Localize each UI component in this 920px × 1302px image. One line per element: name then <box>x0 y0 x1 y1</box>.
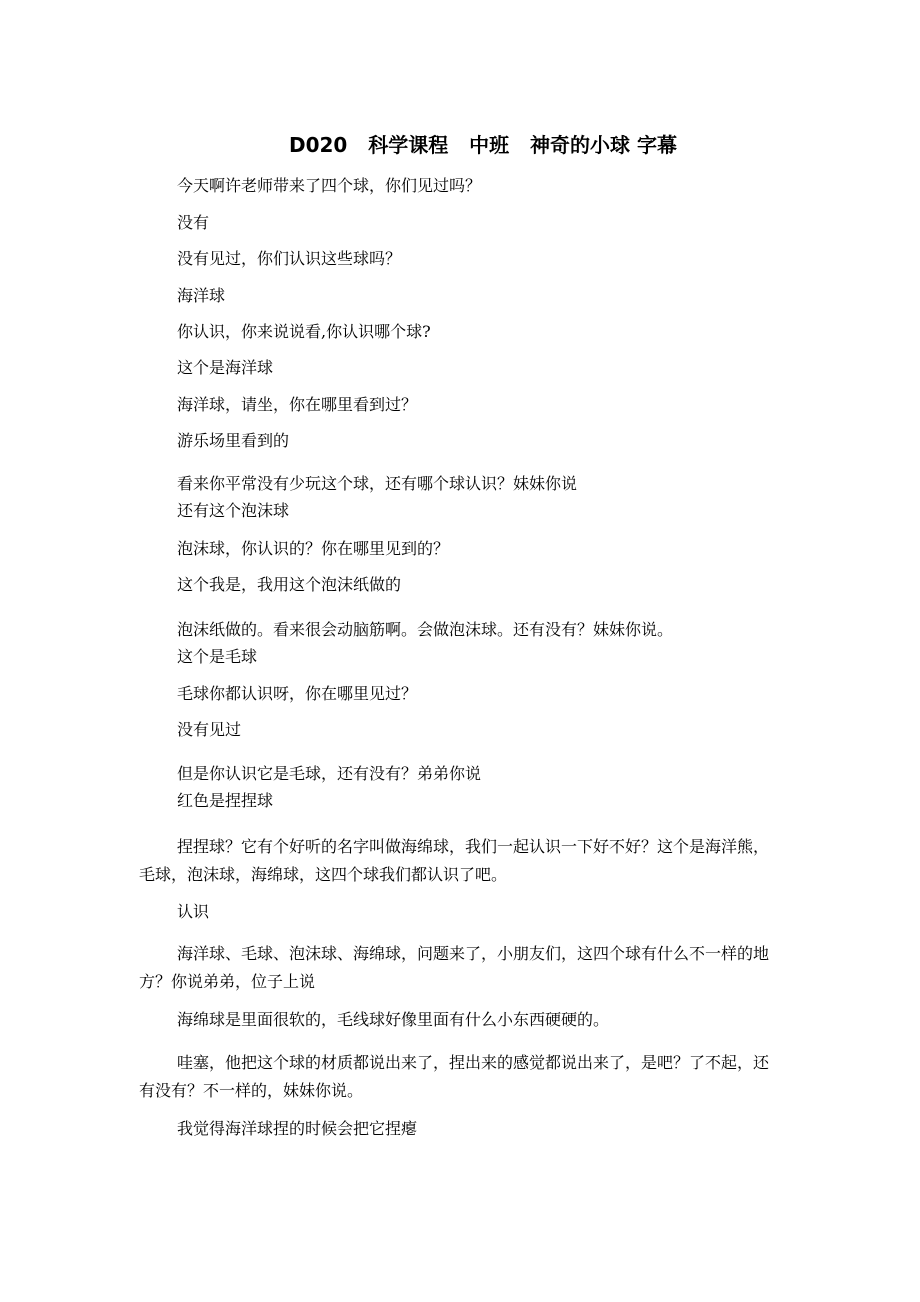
subtitle-line: 泡沫纸做的。看来很会动脑筋啊。会做泡沫球。还有没有？妹妹你说。 <box>177 620 674 639</box>
subtitle-line: 这个是毛球 <box>177 647 258 666</box>
subtitle-paragraph: 认识 <box>177 902 210 921</box>
subtitle-line: 没有 <box>177 213 210 232</box>
subtitle-line: 没有见过，你们认识这些球吗？ <box>177 249 402 268</box>
subtitle-line: 游乐场里看到的 <box>177 431 290 450</box>
subtitle-line: 还有这个泡沫球 <box>177 501 290 520</box>
subtitle-line: 你认识，你来说说看,你认识哪个球? <box>177 322 431 341</box>
subtitle-line: 这个我是，我用这个泡沫纸做的 <box>177 575 402 594</box>
subtitle-line: 海洋球 <box>177 286 226 305</box>
subtitle-paragraph: 捏捏球？它有个好听的名字叫做海绵球，我们一起认识一下好不好？这个是海洋熊，毛球，泡沫球，海绵球，这四个球我们都认识了吧。 <box>139 837 770 884</box>
subtitle-line: 毛球你都认识呀，你在哪里见过？ <box>177 684 418 703</box>
subtitle-paragraph: 海洋球、毛球、泡沫球、海绵球，问题来了，小朋友们，这四个球有什么不一样的地方？你说弟弟，位子上说 <box>139 944 770 991</box>
document-title: D020 科学课程 中班 神奇的小球 字幕 <box>289 133 677 157</box>
subtitle-line: 红色是捏捏球 <box>177 791 274 810</box>
subtitle-line: 海洋球，请坐，你在哪里看到过？ <box>177 395 418 414</box>
subtitle-line: 泡沫球，你认识的？你在哪里见到的？ <box>177 539 450 558</box>
subtitle-line: 这个是海洋球 <box>177 358 274 377</box>
subtitle-line: 今天啊许老师带来了四个球，你们见过吗？ <box>177 176 482 195</box>
subtitle-paragraph: 海绵球是里面很软的，毛线球好像里面有什么小东西硬硬的。 <box>177 1010 610 1029</box>
subtitle-line: 但是你认识它是毛球，还有没有？弟弟你说 <box>177 764 482 783</box>
subtitle-paragraph: 我觉得海洋球捏的时候会把它捏瘪 <box>177 1119 418 1138</box>
subtitle-line: 看来你平常没有少玩这个球，还有哪个球认识？妹妹你说 <box>177 474 578 493</box>
subtitle-line: 没有见过 <box>177 720 242 739</box>
subtitle-paragraph: 哇塞，他把这个球的材质都说出来了，捏出来的感觉都说出来了，是吧？了不起，还有没有？不一样的，妹妹你说。 <box>139 1053 770 1100</box>
